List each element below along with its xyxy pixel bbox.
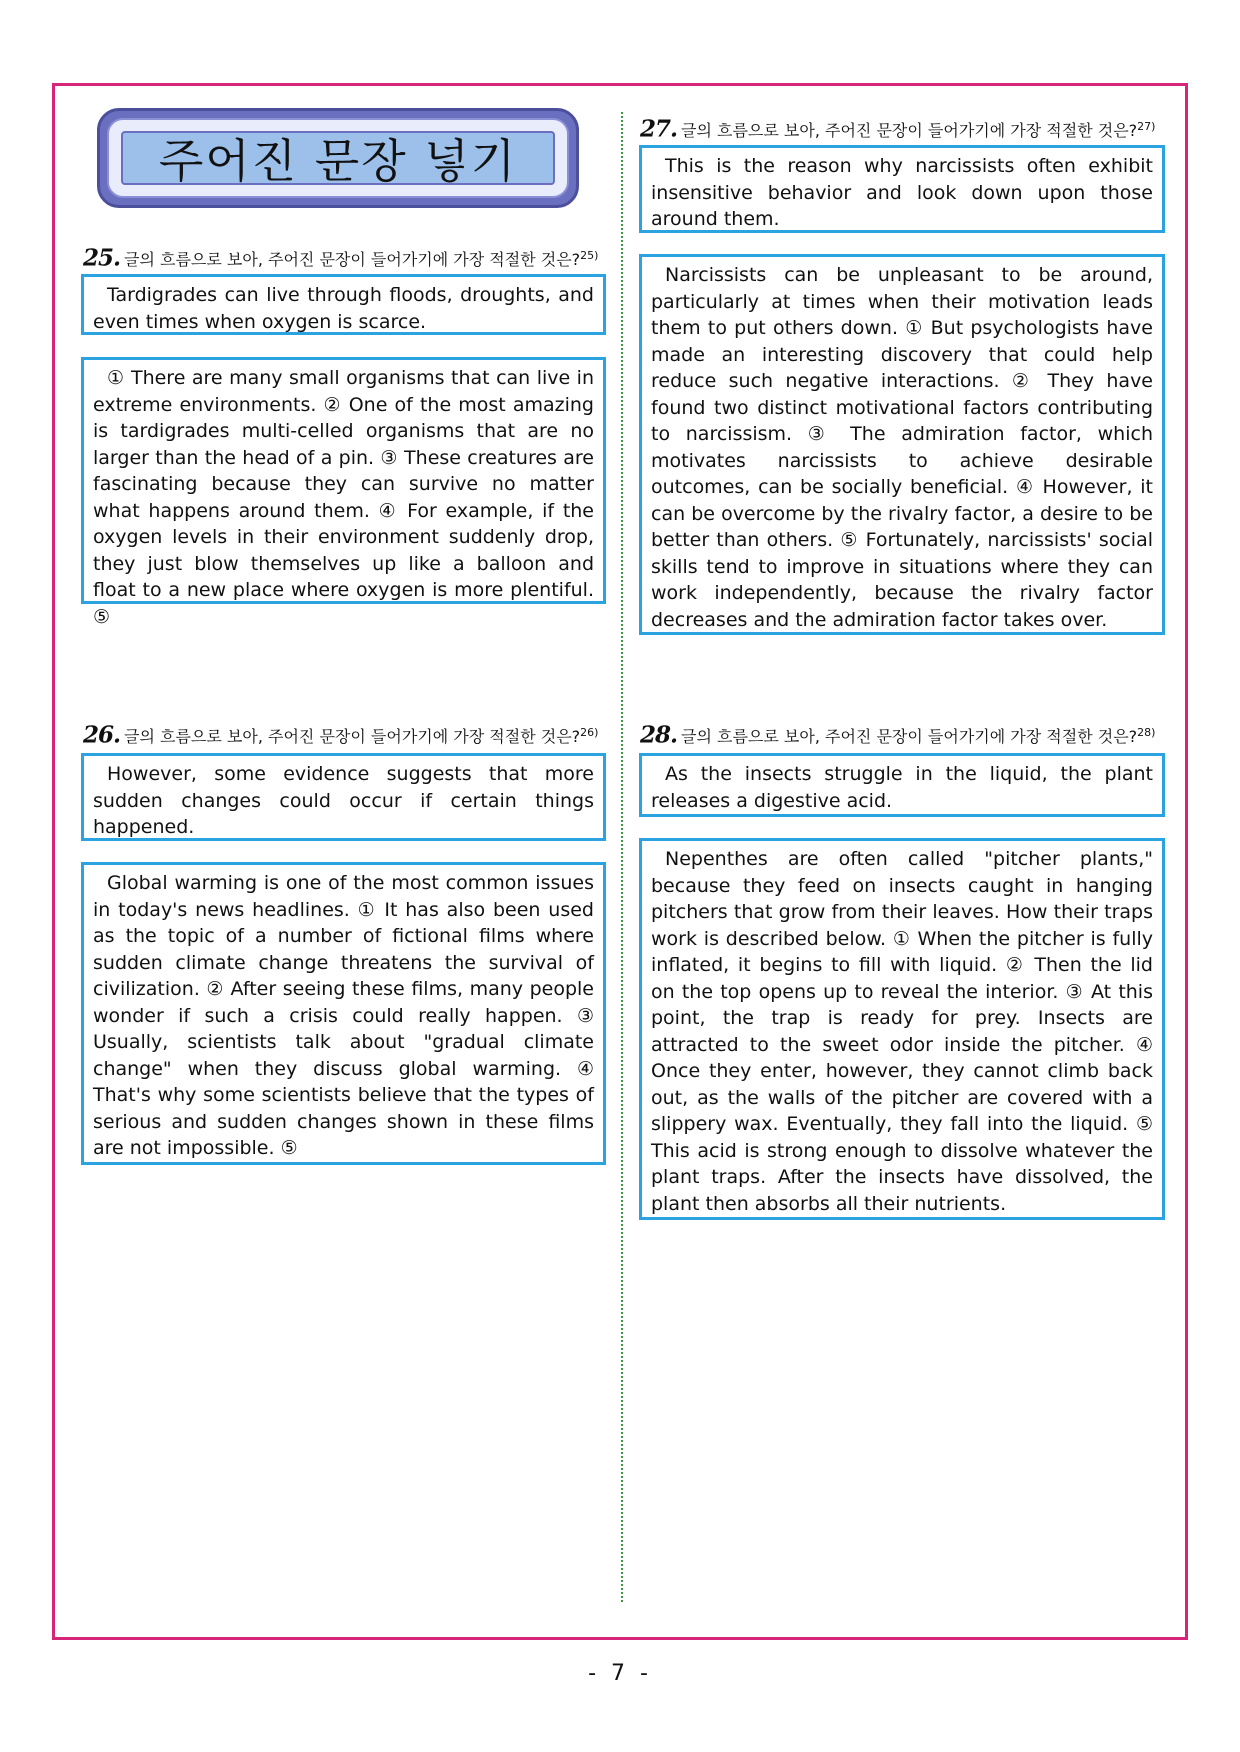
passage-text: Global warming is one of the most common issues in today's news headlines. ① It has also been used as the topic of a number of fictional films where sudden climate change threatens the survival of civilization. ② After seeing these films, many people wonder if such a crisis could really happen. ③ Usually, scientists talk about "gradual climate change" when they discuss global warming. ④ That's why some scientists believe that the types of serious and sudden changes shown in these films are not impossible. ⑤ [93, 872, 594, 1159]
title-banner-frame [107, 118, 569, 198]
question-number: 28. [640, 721, 678, 749]
footnote-marker: 27) [1137, 120, 1156, 133]
question-27-header [640, 117, 1155, 141]
passage-box-27 [639, 254, 1165, 635]
passage-box-25 [81, 357, 606, 628]
question-number: 25. [83, 244, 121, 272]
footnote-marker: 28) [1137, 726, 1156, 739]
passage-text: Narcissists can be unpleasant to be around, particularly at times when their motivation leads them to put others down. ① But psychologists have made an interesting discovery that could help reduce such negative interactions. ② They have found two distinct motivational factors contributing to narcissism. ③ The admiration factor, which motivates narcissists to achieve desirable outcomes, can be socially beneficial. ④ However, it can be overcome by the rivalry factor, a desire to be better than others. ⑤ Fortunately, narcissists' social skills tend to improve in situations where they can work independently, because the rivalry factor decreases and the admiration factor takes over. [651, 264, 1153, 631]
given-sentence-box-26 [81, 753, 606, 841]
given-sentence: This is the reason why narcissists often exhibit insensitive behavior and look down upon those around them. [651, 155, 1153, 230]
given-sentence-box-25 [81, 274, 606, 335]
question-prompt: 글의 흐름으로 보아, 주어진 문장이 들어가기에 가장 적절한 것은? [124, 727, 581, 747]
passage-box-26 [81, 862, 606, 1165]
given-sentence: Tardigrades can live through floods, droughts, and even times when oxygen is scarce. [93, 284, 594, 333]
footnote-marker: 26) [580, 726, 599, 739]
given-sentence-box-27 [639, 145, 1165, 233]
question-number: 26. [83, 721, 121, 749]
title-banner [97, 108, 579, 208]
question-prompt: 글의 흐름으로 보아, 주어진 문장이 들어가기에 가장 적절한 것은? [681, 121, 1138, 141]
footnote-marker: 25) [580, 249, 599, 262]
title-banner-inner [121, 131, 555, 188]
passage-box-28 [639, 838, 1165, 1220]
passage-text: ① There are many small organisms that can live in extreme environments. ② One of the most amazing is tardigrades multi-celled organisms that are no larger than the head of a pin. ③ These creatures are fascinating because they can survive no matter what happens around them. ④ For example, if the oxygen levels in their environment suddenly drop, they just blow themselves up like a balloon and float to a new place where oxygen is more plentiful. ⑤ [93, 367, 594, 628]
passage-text: Nepenthes are often called "pitcher plants," because they feed on insects caught in hanging pitchers that grow from their leaves. How their traps work is described below. ① When the pitcher is fully inflated, it begins to fill with liquid. ② Then the lid on the top opens up to reveal the interior. ③ At this point, the trap is ready for prey. Insects are attracted to the sweet odor inside the pitcher. ④ Once they enter, however, they cannot climb back out, as the walls of the pitcher are covered with a slippery wax. Eventually, they fall into the liquid. ⑤ This acid is strong enough to dissolve whatever the plant traps. After the insects have dissolved, the plant then absorbs all their nutrients. [651, 848, 1153, 1215]
given-sentence: As the insects struggle in the liquid, the plant releases a digestive acid. [651, 763, 1153, 812]
given-sentence-box-28 [639, 753, 1165, 817]
question-25-header [83, 246, 598, 270]
given-sentence: However, some evidence suggests that more sudden changes could occur if certain things happened. [93, 763, 594, 838]
question-26-header [83, 723, 598, 747]
question-prompt: 글의 흐름으로 보아, 주어진 문장이 들어가기에 가장 적절한 것은? [124, 250, 581, 270]
question-28-header [640, 723, 1155, 747]
question-number: 27. [640, 115, 678, 143]
column-divider [621, 112, 623, 1602]
question-prompt: 글의 흐름으로 보아, 주어진 문장이 들어가기에 가장 적절한 것은? [681, 727, 1138, 747]
section-title: 주어진 문장 넣기 [158, 134, 518, 188]
page-number: - 7 - [588, 1661, 652, 1686]
